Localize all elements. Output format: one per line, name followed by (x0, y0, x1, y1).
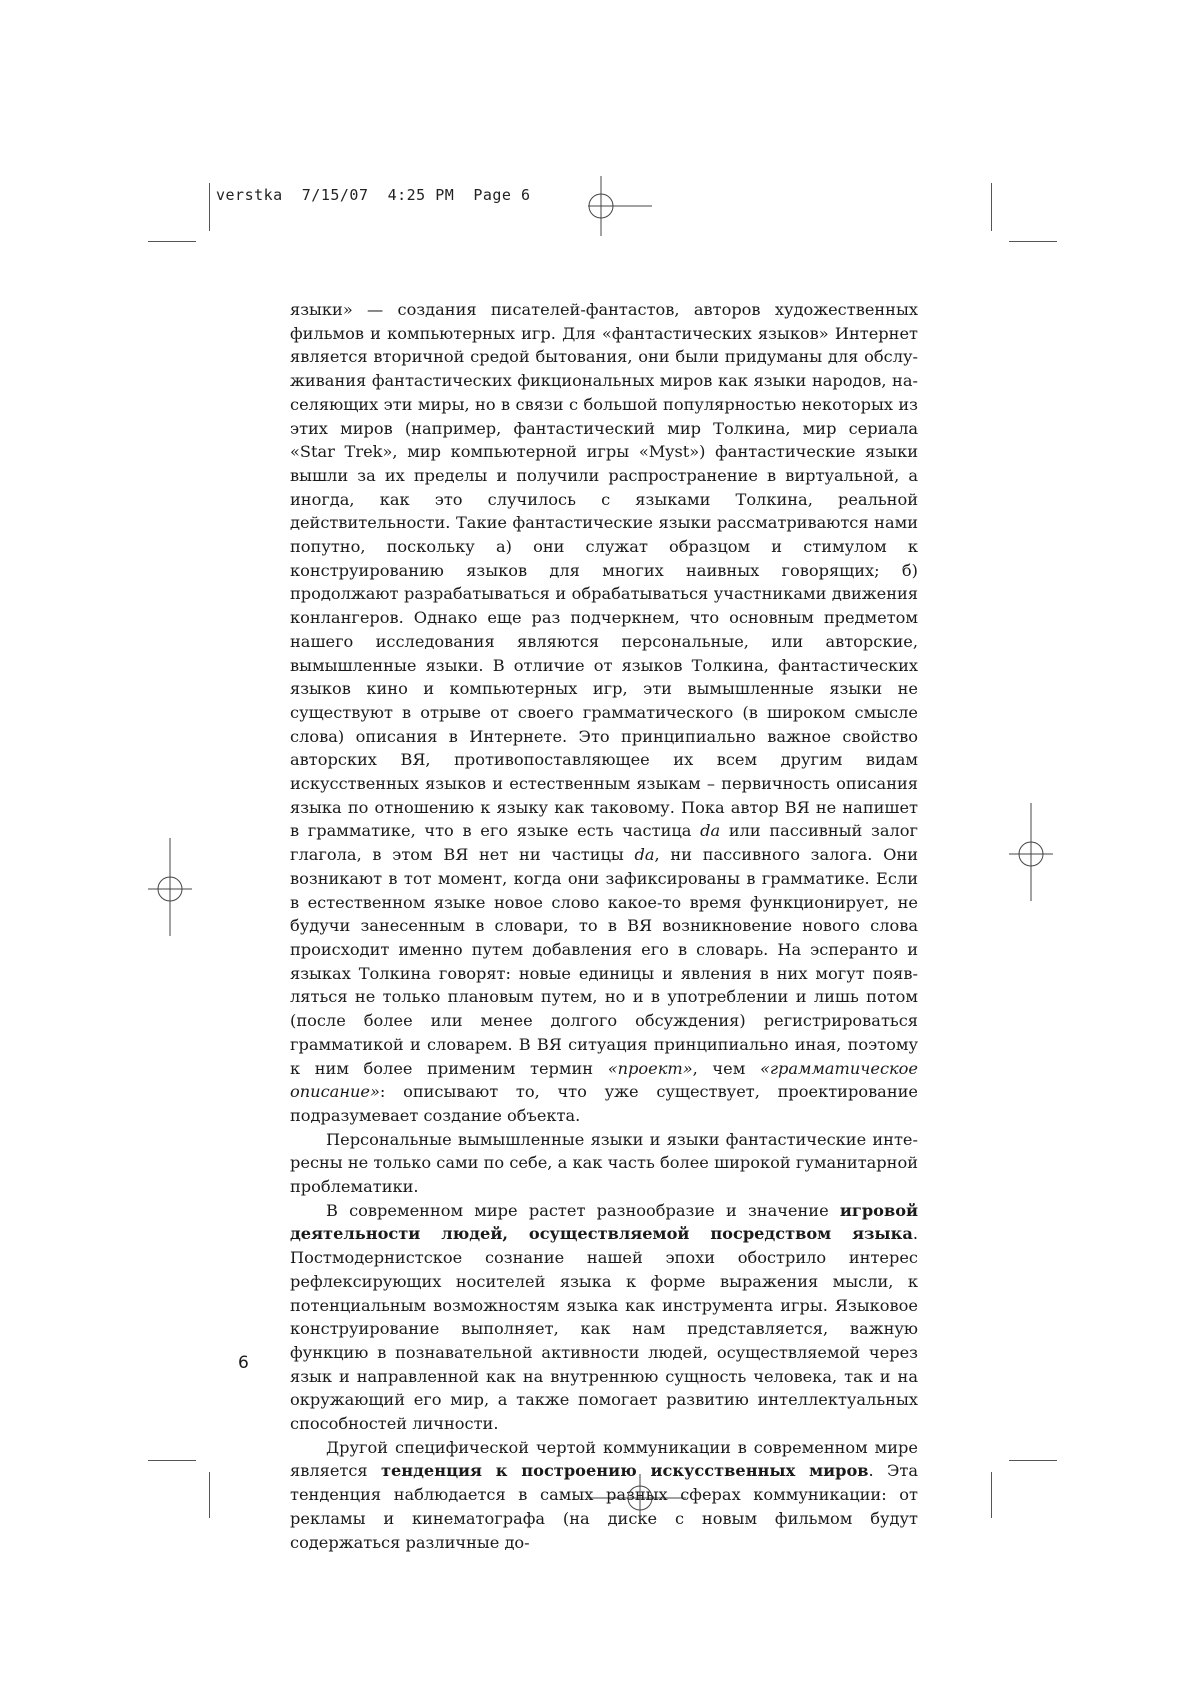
slug-date: 7/15/07 (301, 186, 369, 204)
body-text (290, 298, 918, 1554)
slug-line (216, 186, 531, 204)
crop-mark-bottom-left-vertical (209, 1472, 210, 1518)
paragraph-4: Другой специфической чертой коммуникации в современном мире является тенденция к построению искусственных миров. Эта тенденция наблюдается в самых разных сферах коммуникации: от рекламы и кинематографа (на диске с новым фильмом будут содержаться различные до- (290, 1437, 918, 1552)
paragraph-1: языки» — создания писателей-фантастов, авторов художественных фильмов и компьютерных игр. Для «фантастических языков» Интернет является вторичной средой бытования, они были придуманы для обслуживания фантастических фикциональных миров как языки народов, населяющих эти миры, но в связи с большой популярностью некоторых из этих миров (например, фантастический мир Толкина, мир сериала «Star Trek», мир компьютерной игры «Myst») фантастические языки вышли за их пределы и получили распространение в виртуальной, а иногда, как это случилось с языками Толкина, реальной действительности. Такие фантастические языки рассматриваются нами попутно, поскольку а) они служат образцом и стимулом к конструированию языков для многих наивных говорящих; б) продолжают разрабатываться и обрабатываться участниками движения конлангеров. Однако еще раз подчеркнем, что основным предметом нашего исследования являются персональные, или авторские, вымышленные языки. В отличие от языков Толкина, фантастических языков кино и компьютерных игр, эти вымышленные языки не существуют в отрыве от своего грамматического (в широком смысле слова) описания в Интернете. Это принципиально важное свойство авторских ВЯ, противопоставляющее их всем другим видам искусственных языков и естественным языкам – первичность описания языка по отношению к языку как таковому. Пока автор ВЯ не напишет в грамматике, что в его языке есть частица da или пассивный залог глагола, в этом ВЯ нет ни частицы da, ни пассивного залога. Они возникают в тот момент, когда они зафиксированы в грамматике. Если в естественном языке новое слово какое-то время функционирует, не будучи занесенным в словари, то в ВЯ возникновение нового слова происходит именно путем добавления его в словарь. На эсперанто и языках Толкина говорят: новые единицы и явления в них могут появляться не только плановым путем, но и в употреблении и лишь потом (после более или менее долгого обсуждения) регистрироваться грамматикой и словарем. В ВЯ ситуация принципиально иная, поэтому к ним более применим термин «проект», чем «грамматическое описание»: описывают то, что уже существует, проектирование подразумевает создание объекта. (290, 300, 919, 1125)
crop-mark-bottom-left-horizontal (148, 1460, 196, 1461)
registration-mark-top (588, 176, 652, 236)
crop-mark-top-left-vertical (209, 183, 210, 231)
registration-mark-left (148, 838, 192, 936)
paragraph-3: В современном мире растет разнообразие и значение игровой деятельности людей, осуществляемой посредством языка. Постмодернистское сознание нашей эпохи обострило интерес рефлексирующих носителей языка к форме выражения мысли, к потенциальным возможностям языка как инструмента игры. Языковое конструирование выполняет, как нам представляется, важную функцию в познавательной активности людей, осуществляемой через язык и направленной как на внутреннюю сущность человека, так и на окружающий его мир, а также помогает развитию интеллектуальных способностей личности. (290, 1200, 918, 1434)
slug-file: verstka (216, 186, 283, 204)
crop-mark-top-left-horizontal (148, 241, 196, 242)
page-number: 6 (238, 1353, 249, 1373)
paragraph-2: Персональные вымышленные языки и языки фантастические интересны не только сами по себе, а как часть более широкой гуманитарной проблематики. (290, 1129, 918, 1197)
crop-mark-bottom-right-horizontal (1009, 1460, 1057, 1461)
slug-page: Page 6 (473, 186, 531, 204)
crop-mark-top-right-vertical (991, 183, 992, 231)
crop-mark-bottom-right-vertical (991, 1472, 992, 1518)
crop-mark-top-right-horizontal (1009, 241, 1057, 242)
slug-time: 4:25 PM (387, 186, 455, 204)
registration-mark-right (1009, 803, 1053, 901)
